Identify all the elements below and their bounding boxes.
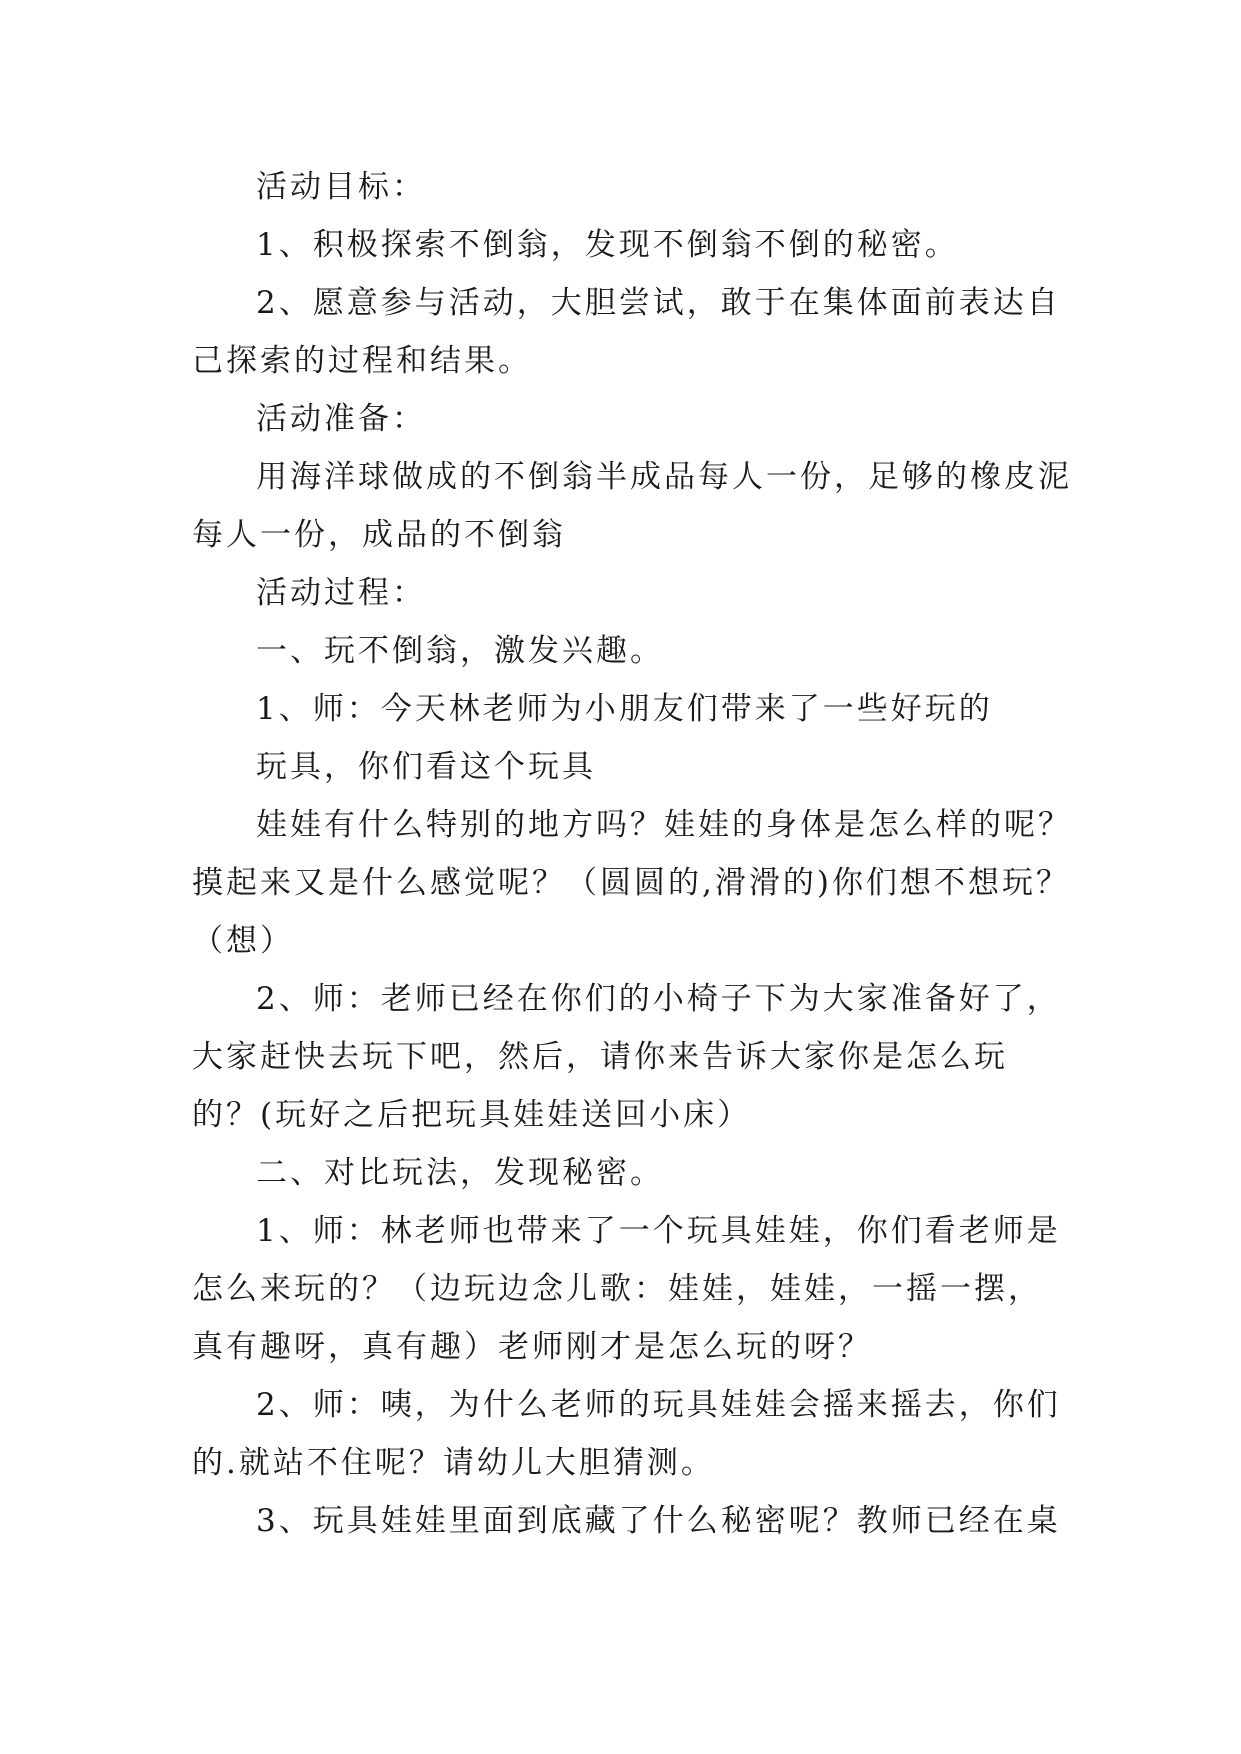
heading-activity-process: 活动过程： bbox=[256, 575, 426, 611]
preparation-text: 用海洋球做成的不倒翁半成品每人一份，足够的橡皮泥每人一份，成品的不倒翁 bbox=[192, 459, 1072, 553]
process-1-questions: 娃娃有什么特别的地方吗？娃娃的身体是怎么样的呢？摸起来又是什么感觉呢？（圆圆的,滑滑的)你们想不想玩？（想） bbox=[192, 807, 1072, 959]
process-2-step-2: 2、师：咦，为什么老师的玩具娃娃会摇来摇去，你们的.就站不住呢？请幼儿大胆猜测。 bbox=[192, 1387, 1061, 1481]
process-1-step-1: 1、师：今天林老师为小朋友们带来了一些好玩的 bbox=[256, 691, 993, 727]
process-2-step-3: 3、玩具娃娃里面到底藏了什么秘密呢？教师已经在桌 bbox=[256, 1503, 1061, 1539]
goal-item-2: 2、愿意参与活动，大胆尝试，敢于在集体面前表达自己探索的过程和结果。 bbox=[192, 285, 1061, 379]
heading-activity-preparation: 活动准备： bbox=[256, 401, 426, 437]
process-1-step-1-cont: 玩具，你们看这个玩具 bbox=[256, 749, 596, 785]
document-body bbox=[192, 158, 1072, 1550]
heading-activity-goals: 活动目标： bbox=[256, 169, 426, 205]
process-section-1-heading: 一、玩不倒翁，激发兴趣。 bbox=[256, 633, 664, 669]
process-section-2-heading: 二、对比玩法，发现秘密。 bbox=[256, 1155, 664, 1191]
process-1-step-2: 2、师：老师已经在你们的小椅子下为大家准备好了，大家赶快去玩下吧，然后，请你来告诉大家你是怎么玩的？(玩好之后把玩具娃娃送回小床） bbox=[192, 981, 1061, 1133]
goal-item-1: 1、积极探索不倒翁，发现不倒翁不倒的秘密。 bbox=[256, 227, 959, 263]
process-2-step-1: 1、师：林老师也带来了一个玩具娃娃，你们看老师是怎么来玩的？（边玩边念儿歌：娃娃，娃娃，一摇一摆，真有趣呀，真有趣）老师刚才是怎么玩的呀？ bbox=[192, 1213, 1061, 1365]
